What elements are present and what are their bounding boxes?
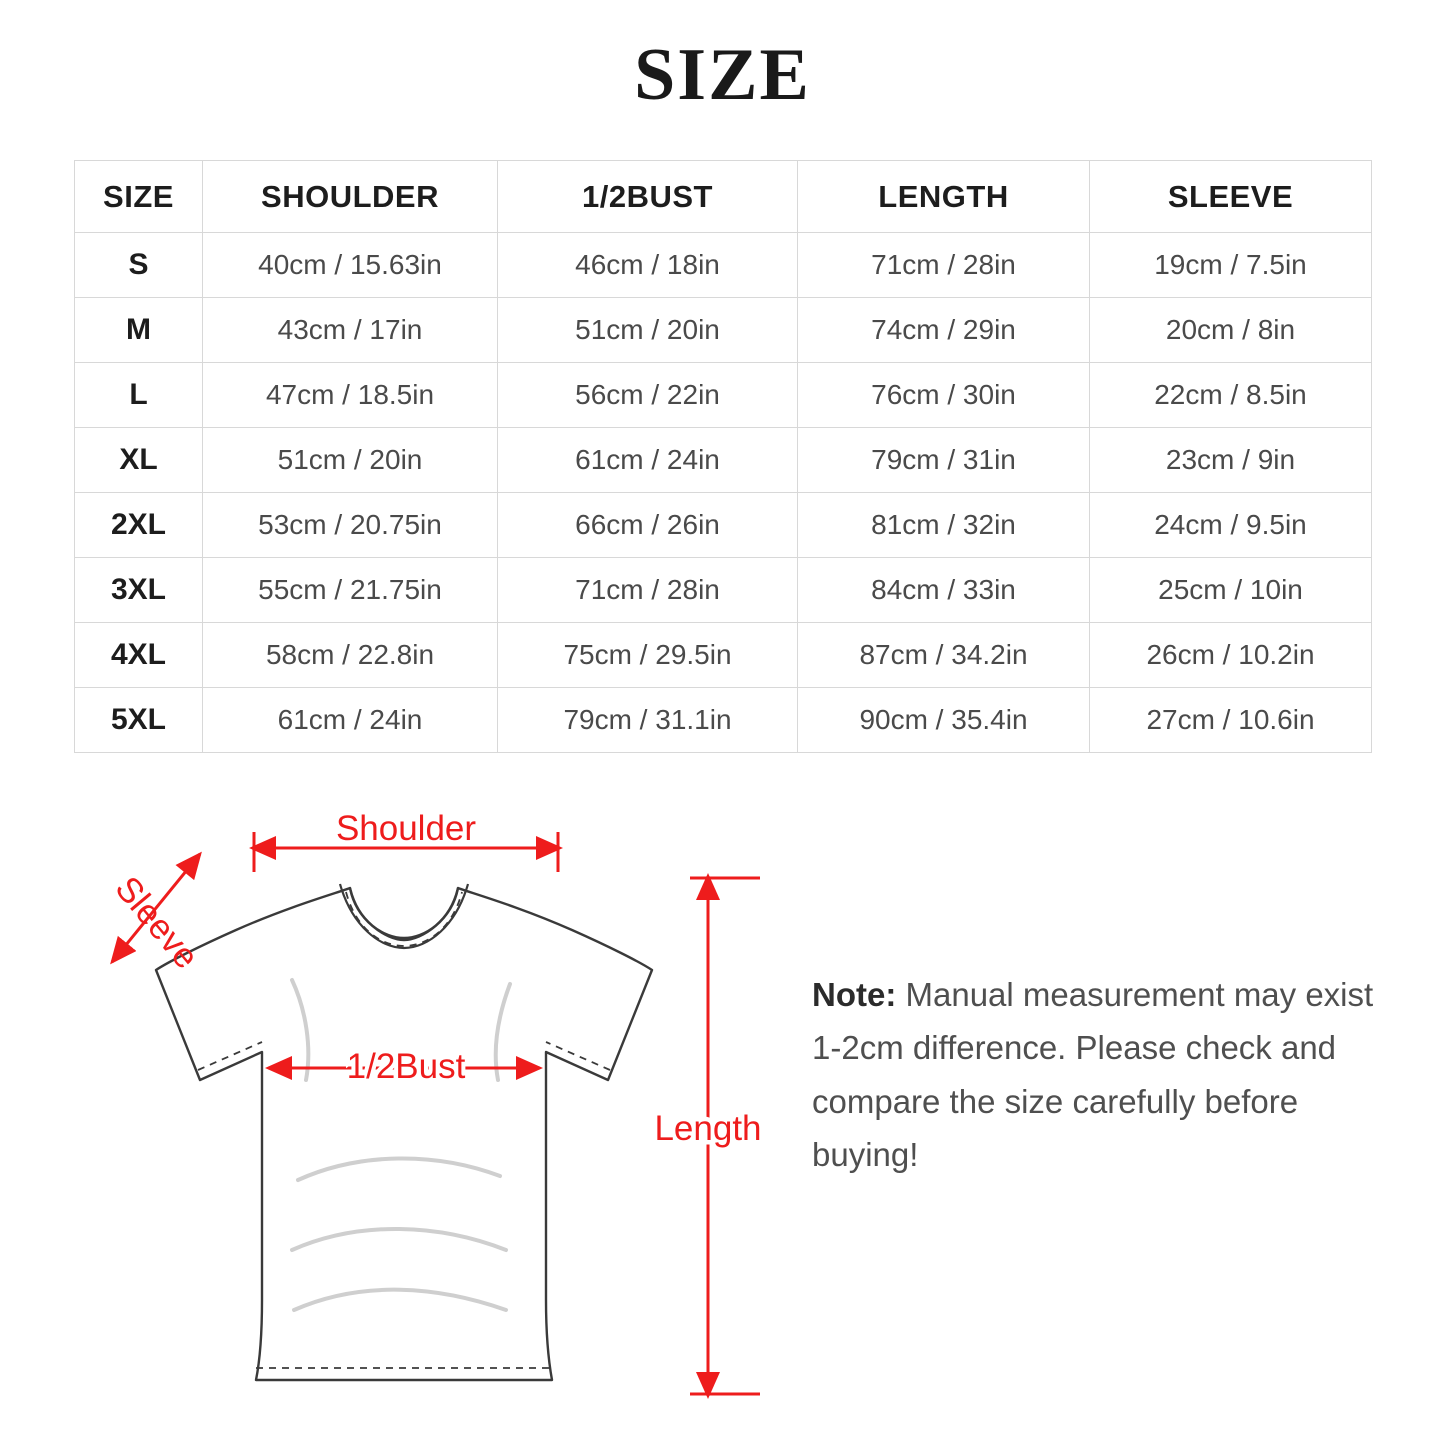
cell-size: 5XL	[75, 688, 203, 753]
cell-shoulder: 53cm / 20.75in	[203, 493, 498, 558]
cell-length: 79cm / 31in	[798, 428, 1090, 493]
cell-size: 4XL	[75, 623, 203, 688]
sleeve-label: Sleeve	[107, 869, 207, 977]
cell-shoulder: 51cm / 20in	[203, 428, 498, 493]
cell-length: 81cm / 32in	[798, 493, 1090, 558]
cell-sleeve: 19cm / 7.5in	[1090, 233, 1372, 298]
cell-sleeve: 23cm / 9in	[1090, 428, 1372, 493]
table-row	[75, 623, 1372, 688]
tshirt-illustration	[156, 884, 652, 1380]
cell-sleeve: 24cm / 9.5in	[1090, 493, 1372, 558]
cell-bust: 75cm / 29.5in	[498, 623, 798, 688]
column-header-size: SIZE	[75, 161, 203, 233]
table-header-row	[75, 161, 1372, 233]
cell-shoulder: 61cm / 24in	[203, 688, 498, 753]
cell-size: S	[75, 233, 203, 298]
table-row	[75, 233, 1372, 298]
cell-size: 2XL	[75, 493, 203, 558]
cell-length: 76cm / 30in	[798, 363, 1090, 428]
cell-sleeve: 27cm / 10.6in	[1090, 688, 1372, 753]
cell-size: L	[75, 363, 203, 428]
cell-bust: 79cm / 31.1in	[498, 688, 798, 753]
note-text: Manual measurement may exist 1-2cm difference. Please check and compare the size carefully before buying!	[812, 976, 1374, 1174]
cell-bust: 51cm / 20in	[498, 298, 798, 363]
cell-shoulder: 40cm / 15.63in	[203, 233, 498, 298]
cell-bust: 66cm / 26in	[498, 493, 798, 558]
table-row	[75, 493, 1372, 558]
cell-sleeve: 25cm / 10in	[1090, 558, 1372, 623]
table-row	[75, 558, 1372, 623]
cell-bust: 61cm / 24in	[498, 428, 798, 493]
shoulder-label: Shoulder	[335, 809, 477, 848]
cell-shoulder: 47cm / 18.5in	[203, 363, 498, 428]
cell-sleeve: 26cm / 10.2in	[1090, 623, 1372, 688]
column-header-length: LENGTH	[798, 161, 1090, 233]
table-row	[75, 688, 1372, 753]
table-row	[75, 298, 1372, 363]
cell-sleeve: 20cm / 8in	[1090, 298, 1372, 363]
cell-sleeve: 22cm / 8.5in	[1090, 363, 1372, 428]
note-block	[812, 968, 1392, 1182]
tshirt-measurement-diagram	[40, 780, 800, 1420]
cell-shoulder: 58cm / 22.8in	[203, 623, 498, 688]
page-title: SIZE	[634, 34, 811, 116]
cell-length: 74cm / 29in	[798, 298, 1090, 363]
cell-size: XL	[75, 428, 203, 493]
length-label: Length	[654, 1109, 762, 1148]
column-header-shoulder: SHOULDER	[203, 161, 498, 233]
cell-length: 87cm / 34.2in	[798, 623, 1090, 688]
column-header-bust: 1/2BUST	[498, 161, 798, 233]
note-label: Note:	[812, 976, 897, 1013]
cell-shoulder: 55cm / 21.75in	[203, 558, 498, 623]
cell-bust: 71cm / 28in	[498, 558, 798, 623]
cell-length: 84cm / 33in	[798, 558, 1090, 623]
table-row	[75, 428, 1372, 493]
bust-label: 1/2Bust	[346, 1047, 466, 1086]
cell-size: 3XL	[75, 558, 203, 623]
cell-shoulder: 43cm / 17in	[203, 298, 498, 363]
cell-size: M	[75, 298, 203, 363]
cell-bust: 46cm / 18in	[498, 233, 798, 298]
size-table	[74, 160, 1372, 753]
cell-length: 90cm / 35.4in	[798, 688, 1090, 753]
column-header-sleeve: SLEEVE	[1090, 161, 1372, 233]
cell-bust: 56cm / 22in	[498, 363, 798, 428]
cell-length: 71cm / 28in	[798, 233, 1090, 298]
table-row	[75, 363, 1372, 428]
